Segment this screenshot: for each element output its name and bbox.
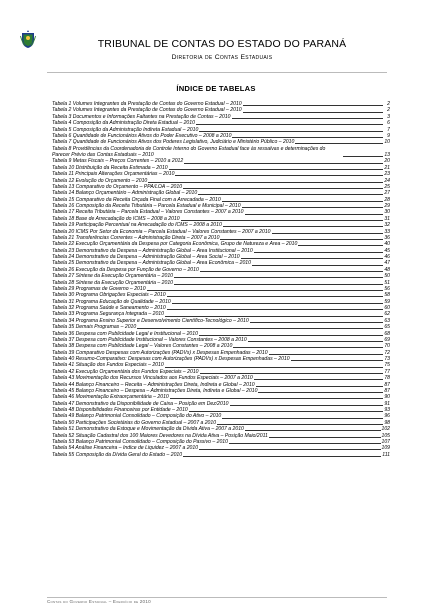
toc-entry-label: Tabela 48 Disponibilidades Financeiras por Entidade – 2010 [52,407,188,413]
toc-entry-label: Tabela 16 Composição da Receita Tributária – Parcela Estadual e Municipal – 2010 [52,203,241,209]
toc-dot-leader [241,258,383,259]
org-subtitle: Diretoria de Contas Estaduais [171,54,273,61]
toc-entry[interactable] [52,452,390,458]
toc-entry-page: 91 [384,400,390,407]
toc-dot-leader [174,284,383,285]
toc-dot-leader [196,124,383,125]
toc-dot-leader [222,418,383,419]
toc-dot-leader [295,143,383,144]
toc-entry-page: 87 [384,381,390,388]
toc-entry-label: Tabela 26 Execução da Despesa por Função de Governo – 2010 [52,266,199,273]
toc-entry-label: Tabela 7 Quantidade de Funcionários Ativos dos Poderes Legislativo, Judiciário e Ministério Público – 2010 [52,139,295,146]
toc-entry-label: Tabela 36 Despesa com Publicidade Legal e Institucional – 2010 [52,330,198,337]
toc-entry-label: Tabela 6 Quantidade de Funcionários Ativos do Poder Executivo – 2008 a 2010 [52,132,232,139]
toc-entry-label: Tabela 39 Comparativo Despesas com Autorizações (PADVs) x Despesas Empenhadas – 2010 [52,349,268,356]
toc-entry-page: 10 [384,139,390,146]
toc-entry-label: Tabela 34 Programa Ensino Superior e Desenvolvimento Científico-Tecnológico – 2010 [52,317,249,324]
page-header [0,0,432,80]
toc-dot-leader [167,296,383,297]
toc-dot-leader [220,239,383,240]
toc-entry-page: 51 [384,279,390,286]
toc-entry-page: 27 [384,190,390,197]
toc-entry-label: Tabela 41 Situação dos Fundos Especiais – 2010 [52,362,164,369]
org-title: TRIBUNAL DE CONTAS DO ESTADO DO PARANÁ [97,38,347,50]
toc-entry-page: 9 [387,132,390,139]
toc-entry[interactable] [52,146,390,159]
toc-dot-leader [269,354,383,355]
toc-entry-label: Tabela 43 Movimentação dos Recursos Vinculados aos Fundos Especiais – 2007 a 2010 [52,375,253,382]
toc-dot-leader [222,201,383,202]
toc-dot-leader [232,118,384,119]
toc-entry-page: 45 [384,247,390,254]
toc-entry-page: 2 [387,107,390,114]
toc-dot-leader [243,112,383,113]
toc-entry-label: Tabela 31 Programa Educação de Qualidade – 2010 [52,298,171,305]
toc-entry-page: 73 [384,356,390,362]
toc-entry-page: 20 [384,158,390,165]
toc-entry-page: 105 [381,432,390,439]
toc-dot-leader [229,443,381,444]
toc-entry-label: Tabela 28 Síntese da Execução Orçamentária – 2010 [52,279,174,286]
toc-entry-page: 46 [384,254,390,260]
toc-entry-label: Tabela 53 Balanço Patrimonial Consolidado – Composição do Passivo – 2010 [52,438,228,445]
toc-dot-leader [269,437,381,438]
toc-dot-leader [184,163,383,164]
toc-dot-leader [174,277,383,278]
toc-entry-label: Tabela 47 Demonstrativo da Disponibilidade de Caixa – Posição em Dez/2010 [52,400,229,407]
toc-entry-label: Tabela 55 Composição da Dívida Geral do Estado – 2010 [52,451,183,458]
toc-entry-label: Tabela 21 Transferências Correntes – Administração Direta – 2007 a 2010 [52,234,220,241]
toc-entry-page: 111 [382,451,390,458]
toc-dot-leader [175,175,383,176]
toc-entry-page: 50 [384,273,390,280]
toc-entry-page: 23 [384,171,390,178]
header-divider [47,72,387,73]
toc-dot-leader [147,290,383,291]
toc-entry-page: 24 [384,177,390,184]
toc-dot-leader [242,207,383,208]
toc-dot-leader [252,265,383,266]
toc-entry-label: Tabela 20 ICMS Por Setor da Economia – Parcela Estadual – Valores Constantes – 2007 a 2010 [52,228,271,235]
toc-entry-page: 58 [384,292,390,299]
toc-dot-leader [217,424,383,425]
toc-entry-label: Tabela 25 Demonstrativo da Despesa – Administração Global – Área Econômica – 2010 [52,260,251,267]
toc-entry-label: Tabela 17 Receita Tributária – Parcela Estadual – Valores Constantes – 2007 a 2010 [52,209,244,216]
toc-dot-leader [254,379,383,380]
toc-entry-label: Tabela 40 Resumo-Comparativo: Despesas com Autorizações (PADVs) x Despesas Empenhadas – 2010 [52,356,290,362]
toc-entry-label: Tabela 23 Demonstrativo da Despesa – Administração Global – Área Institucional – 2010 [52,247,253,254]
toc-entry-label: Tabela 45 Balanço Financeiro – Despesa – Administrações Direta, Indireta e Global – 2010 [52,387,258,394]
toc-entry-page: 63 [384,317,390,324]
toc-dot-leader [189,411,383,412]
toc-entry-page: 65 [384,324,390,331]
toc-entry-label: Tabela 5 Composição da Administração Indireta Estadual – 2010 [52,126,199,133]
toc-entry-page: 68 [384,330,390,337]
toc-entry-label: Tabela 38 Despesa com Publicidade Legal – Valores Constantes – 2008 a 2010 [52,343,233,350]
toc-entry-label: Tabela 33 Programa Segurança Integrada – 2010 [52,311,164,318]
toc-dot-leader [272,233,383,234]
toc-dot-leader [199,449,380,450]
table-of-contents [52,101,390,458]
toc-entry-label: Tabela 13 Comparativo do Orçamento – PPA/LOA – 2010 [52,183,183,190]
toc-dot-leader [250,322,383,323]
toc-dot-leader [199,131,383,132]
page-footer: Contas do Governo Estadual – Exercício de 2010 [47,599,151,604]
toc-entry-page: 69 [384,336,390,343]
toc-entry-page: 77 [384,368,390,375]
toc-entry-page: 87 [384,387,390,394]
toc-entry-label: Tabela 52 Situação Cadastral dos 100 Maiores Devedores na Dívida Ativa – Posição Maio/2011 [52,432,268,439]
toc-entry-page: 3 [387,113,390,120]
toc-dot-leader [258,392,383,393]
toc-dot-leader [233,347,383,348]
toc-dot-leader [298,245,383,246]
toc-dot-leader [223,226,383,227]
toc-entry-label: Tabela 1 Volumes Integrantes da Prestação de Contas do Governo Estadual – 2010 [52,101,242,107]
toc-entry-page: 60 [384,305,390,311]
toc-entry-page: 98 [384,419,390,426]
toc-dot-leader [165,316,383,317]
toc-dot-leader [254,252,383,253]
toc-entry-label: Tabela 14 Balanço Orçamentário – Administração Global – 2010 [52,190,198,197]
toc-dot-leader [172,303,383,304]
toc-entry-label: Tabela 4 Composição da Administração Direta Estadual – 2010 [52,120,195,127]
toc-entry-label: Tabela 18 Base de Arrecadação do ICMS – 2008 a 2010 [52,215,180,222]
toc-entry-page: 33 [384,228,390,235]
toc-dot-leader [232,137,383,138]
toc-dot-leader [167,309,383,310]
toc-entry-label: Tabela 35 Demais Programas – 2010 [52,324,137,331]
toc-entry-page: 59 [384,298,390,305]
toc-entry-page: 56 [384,285,390,292]
toc-entry-page: 40 [384,241,390,248]
toc-entry-label: Tabela 19 Participação Percentual na Arrecadação do ICMS – 2008 a 2010 [52,222,222,229]
toc-dot-leader [200,271,383,272]
toc-dot-leader [169,169,383,170]
footer-divider [47,597,387,598]
toc-entry-label: Tabela 54 Análise Financeira – Índice de Liquidez – 2007 a 2010 [52,445,199,452]
toc-dot-leader [230,405,384,406]
toc-dot-leader [245,430,381,431]
toc-entry-label: Tabela 32 Programa Saúde e Saneamento – 2010 [52,305,166,311]
toc-entry-page: 78 [384,375,390,382]
toc-entry-page: 29 [384,203,390,209]
toc-entry-label: Tabela 24 Demonstrativo da Despesa – Administração Global – Área Social – 2010 [52,254,240,260]
toc-entry-label: Tabela 11 Principais Alterações Orçamentárias – 2010 [52,171,175,178]
toc-dot-leader [165,367,383,368]
toc-entry-label: Tabela 12 Evolução do Orçamento – 2010 [52,177,148,184]
toc-entry-label: Tabela 10 Distribuição da Receita Estimada – 2010 [52,164,168,171]
toc-entry-label: Tabela 50 Participações Societárias do Governo Estadual – 2007 a 2010 [52,419,217,426]
toc-entry-page: 102 [381,426,390,433]
toc-entry-label: Tabela 37 Despesa com Publicidade Institucional – Valores Constantes – 2008 a 2010 [52,336,247,343]
toc-entry-page: 107 [381,438,390,445]
toc-dot-leader [245,214,383,215]
toc-dot-leader [148,182,383,183]
toc-entry-label: Tabela 44 Balanço Financeiro – Receita – Administrações Direta, Indireta e Global – 2010 [52,381,255,388]
toc-entry-page: 75 [384,362,390,369]
toc-entry-page: 48 [384,266,390,273]
toc-entry-page: 31 [384,215,390,222]
toc-dot-leader [256,386,383,387]
toc-dot-leader [198,194,383,195]
toc-entry-page: 13 [384,152,390,158]
toc-entry-page: 109 [381,445,390,452]
toc-entry-label: Tabela 29 Programas de Governo – 2010 [52,285,146,292]
toc-entry-page: 70 [384,343,390,350]
toc-entry-page: 93 [384,407,390,413]
toc-entry-page: 21 [384,164,390,171]
toc-dot-leader [183,188,383,189]
toc-entry-page: 6 [387,120,390,127]
toc-entry-label: Tabela 42 Execução Orçamentária dos Fundos Especiais – 2010 [52,368,199,375]
toc-entry-page: 47 [384,260,390,267]
toc-entry-page: 96 [384,413,390,420]
toc-dot-leader [248,341,383,342]
toc-entry-label: Tabela 51 Demonstrativo da Estoque e Movimentação da Dívida Ativa – 2007 a 2010 [52,426,244,433]
toc-entry-page: 72 [384,349,390,356]
index-title: ÍNDICE DE TABELAS [176,84,256,93]
toc-dot-leader [137,328,383,329]
toc-entry-label: Tabela 8 Providências da Coordenadoria de Controle Interno do Governo Estadual face às ressalvas e determinações do Parecer Prévio das Contas Estaduais – 2010 [52,145,326,158]
toc-entry-label: Tabela 22 Execução Orçamentária da Despesa por Categoria Econômica, Grupo de Natureza e Área – 2010 [52,241,298,248]
toc-entry-label: Tabela 9 Metas Fiscais – Preços Correntes – 2010 a 2012 [52,158,184,165]
toc-dot-leader [199,335,383,336]
toc-dot-leader [291,360,383,361]
toc-entry-label: Tabela 46 Movimentação Extraorçamentária – 2010 [52,394,169,401]
toc-entry-label: Tabela 27 Síntese da Execução Orçamentária – 2010 [52,273,174,280]
toc-entry-label: Tabela 2 Volumes Integrantes da Prestação de Contas do Governo Estadual – 2010 [52,107,242,114]
toc-dot-leader [343,156,383,157]
toc-dot-leader [243,105,383,106]
toc-entry-page: 7 [387,126,390,133]
toc-dot-leader [181,220,383,221]
toc-dot-leader [200,373,384,374]
toc-entry-page: 25 [384,183,390,190]
toc-entry-label: Tabela 30 Programa Obrigações Especiais – 2010 [52,292,166,299]
toc-entry-page: 36 [384,234,390,241]
toc-entry-label: Tabela 3 Documentos e Informações Faltantes na Prestação de Contas – 2010 [52,113,231,120]
toc-entry-page: 28 [384,196,390,203]
toc-entry-page: 62 [384,311,390,318]
toc-entry-label: Tabela 15 Comparativo da Receita Orçada Final com a Arrecadada – 2010 [52,196,221,203]
toc-dot-leader [170,398,383,399]
toc-entry-page: 90 [384,394,390,401]
toc-entry-label: Tabela 49 Balanço Patrimonial Consolidado – Composição do Ativo – 2010 [52,413,222,420]
toc-entry-page: 2 [387,101,390,107]
toc-entry-page: 32 [384,222,390,229]
toc-entry-page: 30 [384,209,390,216]
toc-dot-leader [183,456,381,457]
